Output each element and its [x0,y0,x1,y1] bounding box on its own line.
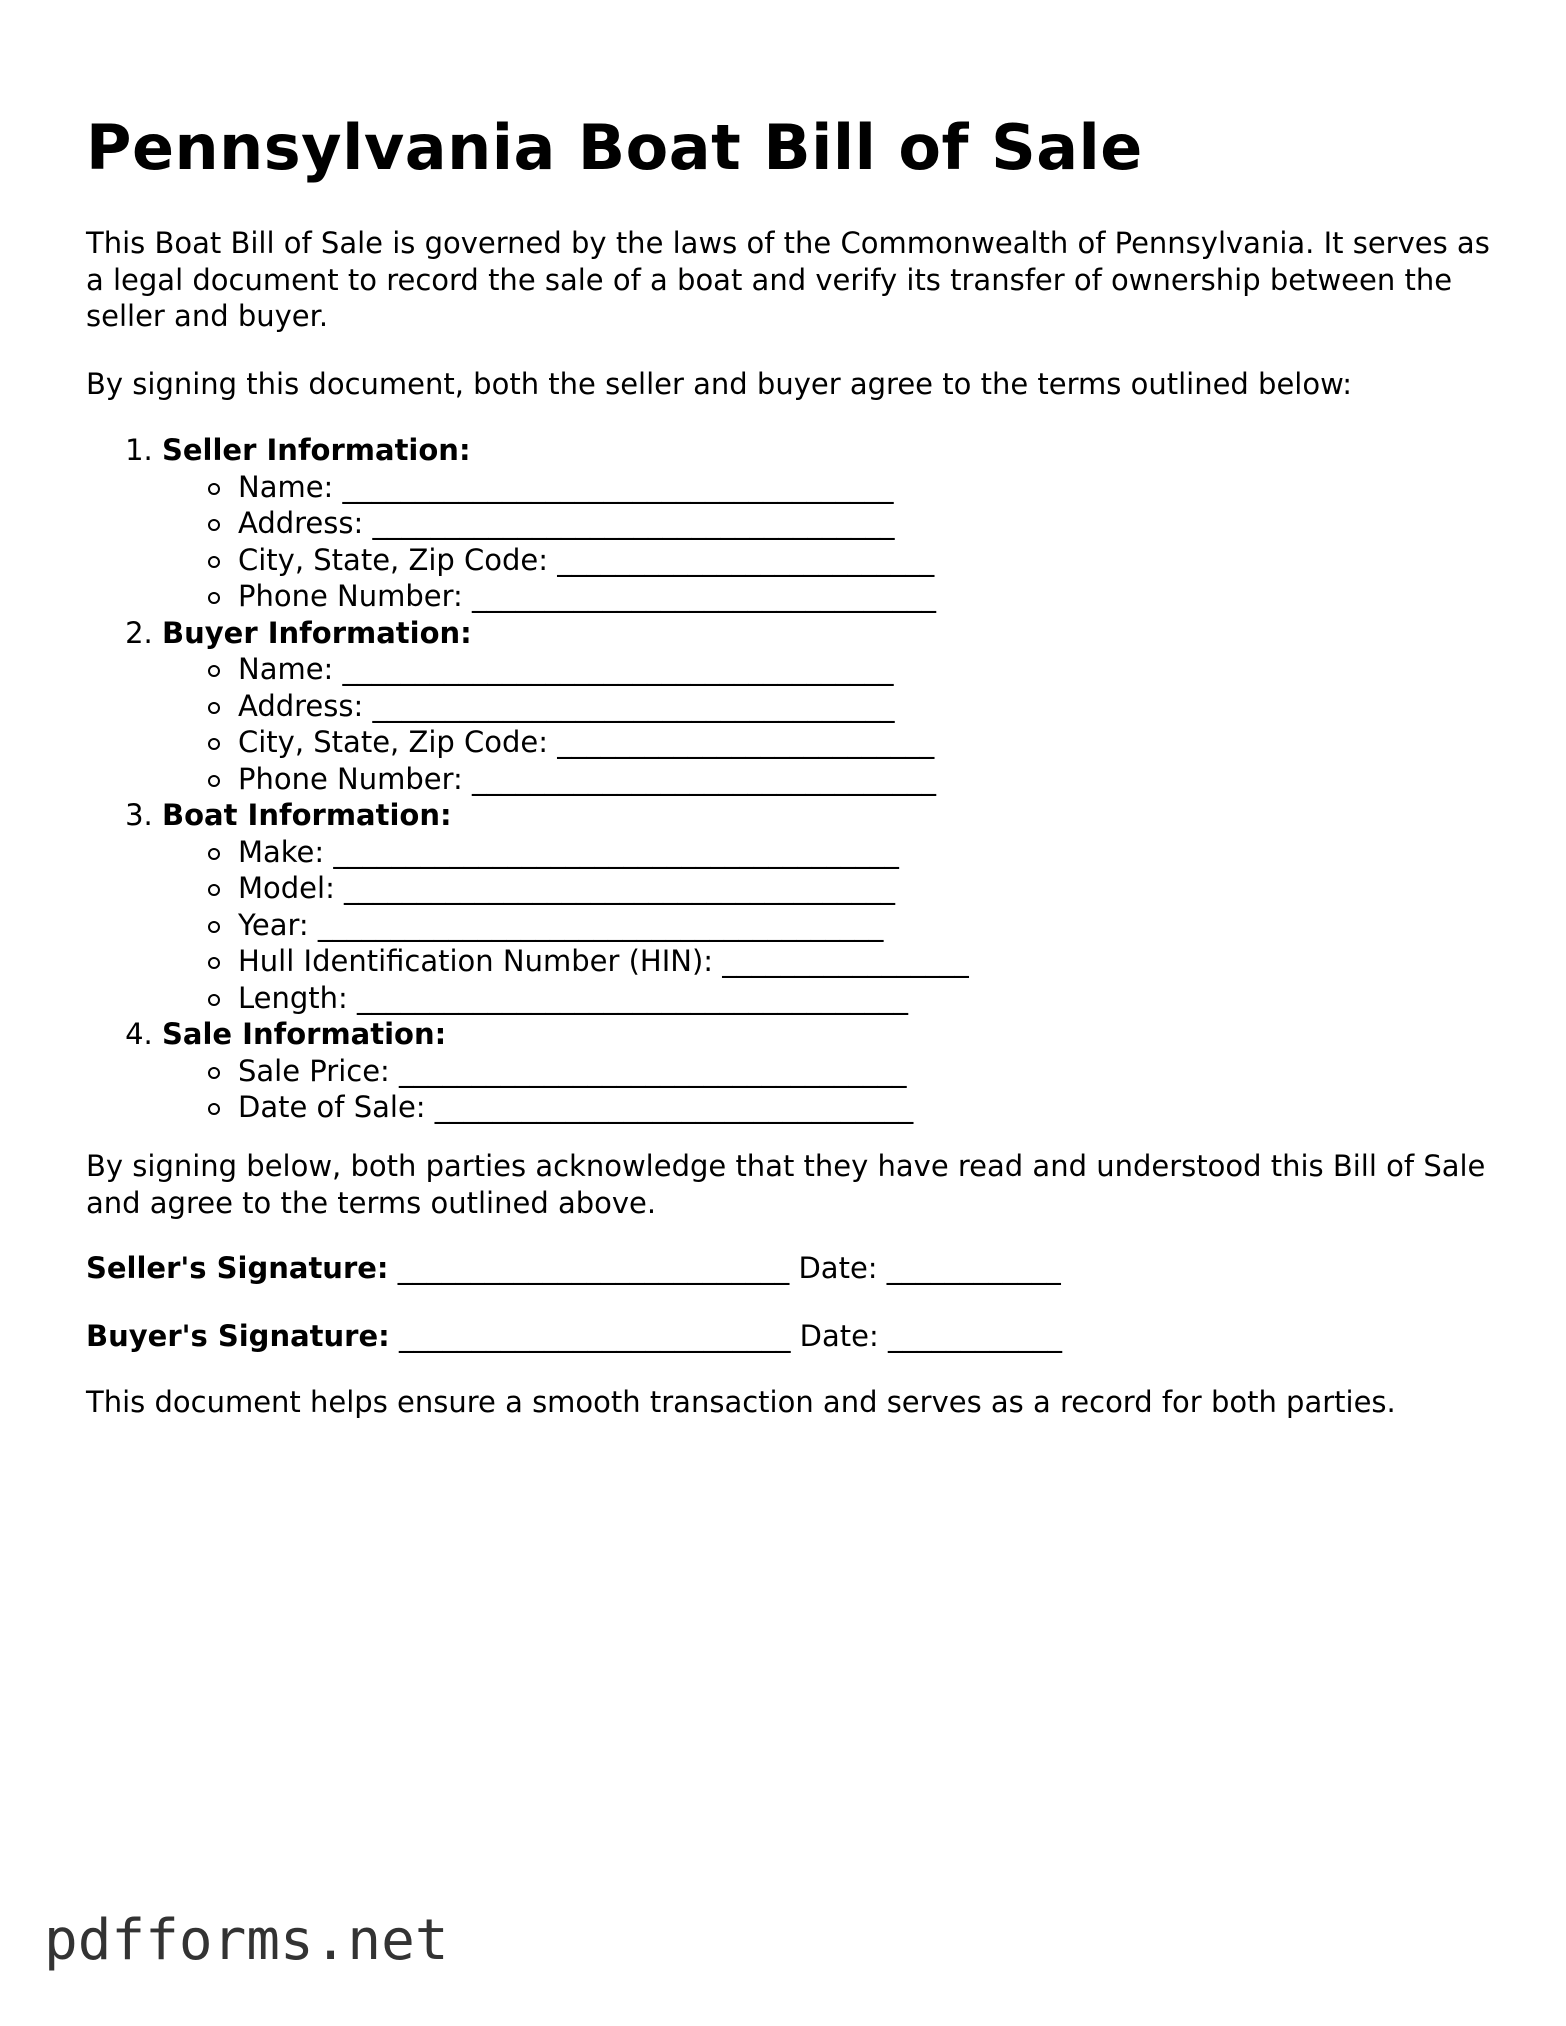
seller-signature-label: Seller's Signature: [86,1251,389,1285]
acknowledgement-paragraph: By signing below, both parties acknowledge that they have read and understood this Bill of Sale and agree to the terms outlined above. [86,1149,1486,1220]
field-boat-hin: Hull Identification Number (HIN): _________________ [238,943,1462,980]
field-buyer-city-state-zip: City, State, Zip Code: __________________________ [238,724,1462,761]
field-list [162,651,1462,797]
field-buyer-address: Address: ____________________________________ [238,688,1462,725]
closing-paragraph: This document helps ensure a smooth transaction and serves as a record for both parties. [86,1385,1396,1419]
section-title: Sale Information: [162,1017,447,1051]
field-seller-phone: Phone Number: ________________________________ [238,578,1462,615]
watermark-logo: pdfforms.net [44,1908,449,1973]
section-buyer-information [162,615,1462,798]
field-buyer-name: Name: ______________________________________ [238,651,1462,688]
field-boat-year: Year: _______________________________________ [238,907,1462,944]
field-seller-name: Name: ______________________________________ [238,469,1462,506]
section-title: Seller Information: [162,433,471,467]
document-title: Pennsylvania Boat Bill of Sale [86,111,1143,184]
field-sale-price: Sale Price: ___________________________________ [238,1053,1462,1090]
field-list [162,834,1462,1017]
field-date-of-sale: Date of Sale: _________________________________ [238,1089,1462,1126]
field-seller-city-state-zip: City, State, Zip Code: __________________________ [238,542,1462,579]
intro-paragraph: This Boat Bill of Sale is governed by the laws of the Commonwealth of Pennsylvania. It serves as a legal document to record the sale of a boat and verify its transfer of ownership between the seller and buyer. [86,226,1490,333]
buyer-signature-blank: ___________________________ Date: ____________ [389,1319,1062,1353]
buyer-signature-line [86,1318,1062,1355]
seller-signature-blank: ___________________________ Date: ____________ [388,1251,1061,1285]
field-seller-address: Address: ____________________________________ [238,505,1462,542]
agreement-paragraph: By signing this document, both the seller and buyer agree to the terms outlined below: [86,367,1352,401]
field-buyer-phone: Phone Number: ________________________________ [238,761,1462,798]
section-seller-information [162,432,1462,615]
field-boat-length: Length: ______________________________________ [238,980,1462,1017]
seller-signature-line [86,1250,1061,1287]
field-list [162,469,1462,615]
sections-list [86,432,1462,1126]
field-boat-model: Model: ______________________________________ [238,870,1462,907]
section-title: Boat Information: [162,798,452,832]
field-list [162,1053,1462,1126]
section-sale-information [162,1016,1462,1126]
section-title: Buyer Information: [162,615,472,650]
field-boat-make: Make: _______________________________________ [238,834,1462,871]
buyer-signature-label: Buyer's Signature: [86,1319,390,1353]
section-boat-information [162,797,1462,1016]
